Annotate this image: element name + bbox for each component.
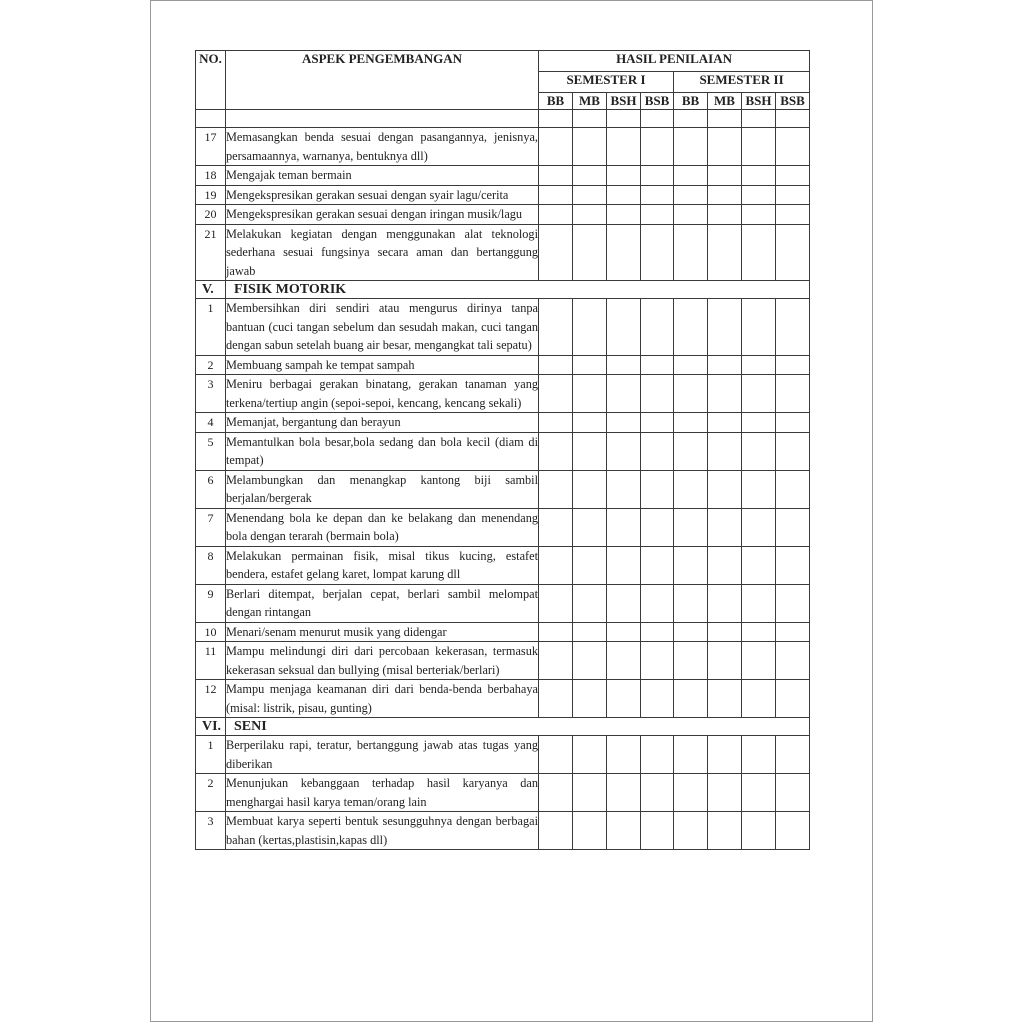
score-cell-mb-sem2 [708, 774, 742, 812]
score-cell-bb-sem1 [539, 224, 573, 281]
item-number: 17 [196, 128, 226, 166]
score-cell-mb-sem1 [573, 185, 607, 205]
score-cell-bb-sem1 [539, 299, 573, 356]
score-cell-bsh-sem2 [742, 642, 776, 680]
score-cell-bsb-sem2 [776, 736, 810, 774]
score-cell-bb-sem1 [539, 680, 573, 718]
score-cell-bb-sem1 [539, 375, 573, 413]
item-number: 19 [196, 185, 226, 205]
score-cell-bsh-sem2 [742, 470, 776, 508]
score-cell-bb-sem1 [539, 584, 573, 622]
item-number: 21 [196, 224, 226, 281]
score-cell-bb-sem1 [539, 736, 573, 774]
score-cell-bsb-sem1 [641, 413, 674, 433]
item-description: Mengajak teman bermain [226, 166, 539, 186]
score-cell-bsh-sem2 [742, 205, 776, 225]
item-description: Melakukan permainan fisik, misal tikus kucing, estafet bendera, estafet gelang karet, lompat karung dll [226, 546, 539, 584]
item-number: 12 [196, 680, 226, 718]
score-cell-bsh-sem1 [607, 299, 641, 356]
score-cell-bsb-sem2 [776, 584, 810, 622]
score-cell-bsb-sem2 [776, 185, 810, 205]
score-cell-bsh-sem2 [742, 584, 776, 622]
score-cell-bb-sem1 [539, 413, 573, 433]
score-cell-mb-sem1 [573, 736, 607, 774]
item-number: 3 [196, 375, 226, 413]
assessment-table [195, 50, 810, 850]
score-cell-mb-sem2 [708, 584, 742, 622]
score-cell-mb-sem1 [573, 205, 607, 225]
score-cell-mb-sem1 [573, 546, 607, 584]
item-description: Menari/senam menurut musik yang didengar [226, 622, 539, 642]
score-cell-mb-sem2 [708, 375, 742, 413]
score-cell-mb-sem2 [708, 736, 742, 774]
table-row [196, 622, 810, 642]
score-cell-bsh-sem2 [742, 413, 776, 433]
item-description: Membersihkan diri sendiri atau mengurus dirinya tanpa bantuan (cuci tangan sebelum dan sesudah makan, cuci tangan dengan sabun setelah buang air besar, mengangkat tali sepatu) [226, 299, 539, 356]
table-row [196, 812, 810, 850]
score-cell-bb-sem2 [674, 299, 708, 356]
score-cell-bsb-sem2 [776, 375, 810, 413]
item-description: Melakukan kegiatan dengan menggunakan alat teknologi sederhana sesuai fungsinya secara aman dan bertanggung jawab [226, 224, 539, 281]
item-number: 20 [196, 205, 226, 225]
score-cell-bb-sem2 [674, 166, 708, 186]
item-number: 1 [196, 299, 226, 356]
score-cell-bsb-sem2 [776, 774, 810, 812]
score-cell-mb-sem2 [708, 622, 742, 642]
item-number: 11 [196, 642, 226, 680]
score-cell-bsb-sem1 [641, 680, 674, 718]
table-row [196, 128, 810, 166]
score-cell-bsb-sem2 [776, 355, 810, 375]
table-row [196, 546, 810, 584]
item-description: Menunjukan kebanggaan terhadap hasil karyanya dan menghargai hasil karya teman/orang lain [226, 774, 539, 812]
score-cell-bb-sem2 [674, 128, 708, 166]
score-cell-bsh-sem1 [607, 584, 641, 622]
item-description: Berlari ditempat, berjalan cepat, berlari sambil melompat dengan rintangan [226, 584, 539, 622]
item-description: Berperilaku rapi, teratur, bertanggung jawab atas tugas yang diberikan [226, 736, 539, 774]
score-cell-bsh-sem2 [742, 736, 776, 774]
score-cell-bb-sem1 [539, 812, 573, 850]
score-cell-bb-sem1 [539, 470, 573, 508]
score-cell-bsh-sem2 [742, 355, 776, 375]
section-header-row [196, 718, 810, 736]
score-cell-bsh-sem1 [607, 355, 641, 375]
score-cell-bb-sem2 [674, 205, 708, 225]
score-cell-bsb-sem1 [641, 432, 674, 470]
item-description: Memanjat, bergantung dan berayun [226, 413, 539, 433]
score-cell-bb-sem2 [674, 812, 708, 850]
score-cell-bb-sem1 [539, 546, 573, 584]
score-cell-bsb-sem2 [776, 413, 810, 433]
table-row [196, 375, 810, 413]
item-description: Membuang sampah ke tempat sampah [226, 355, 539, 375]
score-cell-bsb-sem1 [641, 166, 674, 186]
score-cell-bsh-sem2 [742, 166, 776, 186]
score-cell-bsh-sem1 [607, 375, 641, 413]
score-cell-mb-sem1 [573, 375, 607, 413]
score-cell-bb-sem2 [674, 432, 708, 470]
score-cell-mb-sem2 [708, 355, 742, 375]
table-row [196, 508, 810, 546]
item-number: 8 [196, 546, 226, 584]
table-row [196, 736, 810, 774]
item-description: Mampu menjaga keamanan diri dari benda-benda berbahaya (misal: listrik, pisau, gunting) [226, 680, 539, 718]
score-cell-bsh-sem1 [607, 812, 641, 850]
item-description: Melambungkan dan menangkap kantong biji sambil berjalan/bergerak [226, 470, 539, 508]
header-col-bsh-sem2: BSH [742, 93, 776, 110]
score-cell-mb-sem2 [708, 680, 742, 718]
score-cell-bb-sem2 [674, 355, 708, 375]
score-cell-mb-sem2 [708, 166, 742, 186]
score-cell-mb-sem2 [708, 128, 742, 166]
score-cell-bb-sem1 [539, 774, 573, 812]
header-col-bsh-sem1: BSH [607, 93, 641, 110]
score-cell-bsb-sem1 [641, 355, 674, 375]
table-row [196, 432, 810, 470]
score-cell-bb-sem1 [539, 432, 573, 470]
score-cell-mb-sem1 [573, 774, 607, 812]
header-aspek: ASPEK PENGEMBANGAN [226, 51, 539, 110]
score-cell-bsb-sem2 [776, 622, 810, 642]
score-cell-bsh-sem2 [742, 224, 776, 281]
item-description: Memantulkan bola besar,bola sedang dan bola kecil (diam di tempat) [226, 432, 539, 470]
table-row [196, 642, 810, 680]
score-cell-bsb-sem2 [776, 508, 810, 546]
score-cell-bsh-sem2 [742, 546, 776, 584]
score-cell-mb-sem1 [573, 299, 607, 356]
score-cell-bsb-sem1 [641, 642, 674, 680]
score-cell-bsb-sem2 [776, 812, 810, 850]
score-cell-mb-sem2 [708, 812, 742, 850]
score-cell-bsb-sem2 [776, 299, 810, 356]
score-cell-bsb-sem1 [641, 584, 674, 622]
header-col-bsb-sem2: BSB [776, 93, 810, 110]
score-cell-bsh-sem1 [607, 680, 641, 718]
score-cell-mb-sem1 [573, 166, 607, 186]
section-header-row [196, 281, 810, 299]
score-cell-bsh-sem2 [742, 680, 776, 718]
score-cell-bb-sem1 [539, 205, 573, 225]
section-number: V. [196, 281, 226, 299]
score-cell-bsb-sem1 [641, 736, 674, 774]
item-description: Membuat karya seperti bentuk sesungguhnya dengan berbagai bahan (kertas,plastisin,kapas dll) [226, 812, 539, 850]
score-cell-bsb-sem1 [641, 774, 674, 812]
score-cell-bsb-sem1 [641, 128, 674, 166]
score-cell-bsh-sem1 [607, 205, 641, 225]
score-cell-mb-sem1 [573, 413, 607, 433]
score-cell-bsh-sem1 [607, 224, 641, 281]
score-cell-bb-sem1 [539, 128, 573, 166]
score-cell-bsb-sem2 [776, 205, 810, 225]
score-cell-bsb-sem1 [641, 205, 674, 225]
score-cell-mb-sem2 [708, 642, 742, 680]
item-number: 1 [196, 736, 226, 774]
score-cell-bsh-sem2 [742, 432, 776, 470]
item-description: Menendang bola ke depan dan ke belakang dan menendang bola dengan terarah (bermain bola) [226, 508, 539, 546]
table-row [196, 185, 810, 205]
score-cell-bsh-sem1 [607, 128, 641, 166]
item-description: Mengekspresikan gerakan sesuai dengan syair lagu/cerita [226, 185, 539, 205]
score-cell-bb-sem1 [539, 166, 573, 186]
score-cell-mb-sem1 [573, 470, 607, 508]
score-cell-bsh-sem1 [607, 413, 641, 433]
score-cell-mb-sem2 [708, 299, 742, 356]
score-cell-bsb-sem2 [776, 546, 810, 584]
score-cell-bb-sem1 [539, 642, 573, 680]
header-col-bb-sem1: BB [539, 93, 573, 110]
score-cell-mb-sem2 [708, 508, 742, 546]
score-cell-mb-sem1 [573, 812, 607, 850]
score-cell-bsb-sem1 [641, 185, 674, 205]
score-cell-bb-sem2 [674, 736, 708, 774]
score-cell-bsh-sem1 [607, 166, 641, 186]
score-cell-bb-sem2 [674, 642, 708, 680]
score-cell-bsb-sem2 [776, 680, 810, 718]
section-title: SENI [226, 718, 810, 736]
table-row [196, 470, 810, 508]
score-cell-bb-sem1 [539, 508, 573, 546]
score-cell-mb-sem1 [573, 622, 607, 642]
score-cell-bb-sem2 [674, 680, 708, 718]
score-cell-mb-sem2 [708, 224, 742, 281]
header-no: NO. [196, 51, 226, 110]
header-hasil-penilaian: HASIL PENILAIAN [539, 51, 810, 72]
score-cell-bsh-sem2 [742, 508, 776, 546]
score-cell-bsh-sem1 [607, 508, 641, 546]
header-semester-1: SEMESTER I [539, 72, 674, 93]
table-row [196, 299, 810, 356]
score-cell-bb-sem2 [674, 470, 708, 508]
item-description: Meniru berbagai gerakan binatang, gerakan tanaman yang terkena/tertiup angin (sepoi-sepoi, kencang, kencang sekali) [226, 375, 539, 413]
score-cell-bsh-sem1 [607, 642, 641, 680]
score-cell-bsh-sem1 [607, 432, 641, 470]
spacer-row [196, 110, 810, 128]
header-semester-2: SEMESTER II [674, 72, 810, 93]
score-cell-mb-sem2 [708, 185, 742, 205]
score-cell-bsh-sem2 [742, 812, 776, 850]
score-cell-bsh-sem2 [742, 622, 776, 642]
header-col-bb-sem2: BB [674, 93, 708, 110]
score-cell-bb-sem2 [674, 224, 708, 281]
item-number: 10 [196, 622, 226, 642]
score-cell-bb-sem1 [539, 622, 573, 642]
section-number: VI. [196, 718, 226, 736]
score-cell-bb-sem1 [539, 355, 573, 375]
score-cell-bsb-sem1 [641, 224, 674, 281]
score-cell-bb-sem2 [674, 774, 708, 812]
score-cell-bsh-sem2 [742, 185, 776, 205]
table-row [196, 224, 810, 281]
score-cell-bsb-sem2 [776, 128, 810, 166]
score-cell-mb-sem2 [708, 470, 742, 508]
score-cell-mb-sem1 [573, 508, 607, 546]
item-description: Mengekspresikan gerakan sesuai dengan iringan musik/lagu [226, 205, 539, 225]
score-cell-bsb-sem1 [641, 375, 674, 413]
score-cell-mb-sem2 [708, 546, 742, 584]
score-cell-mb-sem2 [708, 413, 742, 433]
score-cell-bb-sem2 [674, 185, 708, 205]
score-cell-mb-sem1 [573, 584, 607, 622]
score-cell-bb-sem2 [674, 584, 708, 622]
score-cell-mb-sem1 [573, 680, 607, 718]
score-cell-bsh-sem2 [742, 774, 776, 812]
table-row [196, 774, 810, 812]
score-cell-bsb-sem2 [776, 432, 810, 470]
score-cell-bsh-sem2 [742, 375, 776, 413]
section-title: FISIK MOTORIK [226, 281, 810, 299]
item-number: 4 [196, 413, 226, 433]
table-row [196, 584, 810, 622]
score-cell-mb-sem2 [708, 205, 742, 225]
score-cell-mb-sem1 [573, 355, 607, 375]
score-cell-bsh-sem1 [607, 736, 641, 774]
score-cell-bsb-sem2 [776, 224, 810, 281]
score-cell-bb-sem2 [674, 413, 708, 433]
score-cell-bsh-sem1 [607, 546, 641, 584]
score-cell-bsh-sem2 [742, 299, 776, 356]
score-cell-bsh-sem1 [607, 774, 641, 812]
score-cell-bsb-sem1 [641, 508, 674, 546]
item-number: 18 [196, 166, 226, 186]
header-col-mb-sem1: MB [573, 93, 607, 110]
item-description: Memasangkan benda sesuai dengan pasangannya, jenisnya, persamaannya, warnanya, bentuknya dll) [226, 128, 539, 166]
item-description: Mampu melindungi diri dari percobaan kekerasan, termasuk kekerasan seksual dan bullying (misal berteriak/berlari) [226, 642, 539, 680]
header-col-bsb-sem1: BSB [641, 93, 674, 110]
table-row [196, 413, 810, 433]
header-col-mb-sem2: MB [708, 93, 742, 110]
score-cell-bsh-sem1 [607, 470, 641, 508]
score-cell-bsb-sem2 [776, 470, 810, 508]
score-cell-bb-sem2 [674, 508, 708, 546]
score-cell-bsb-sem1 [641, 812, 674, 850]
item-number: 6 [196, 470, 226, 508]
table-row [196, 205, 810, 225]
score-cell-bb-sem2 [674, 375, 708, 413]
table-row [196, 680, 810, 718]
table-row [196, 166, 810, 186]
score-cell-bsb-sem2 [776, 166, 810, 186]
score-cell-bsb-sem1 [641, 622, 674, 642]
item-number: 7 [196, 508, 226, 546]
score-cell-bsh-sem2 [742, 128, 776, 166]
score-cell-bsb-sem1 [641, 470, 674, 508]
score-cell-mb-sem1 [573, 224, 607, 281]
score-cell-bsh-sem1 [607, 622, 641, 642]
score-cell-bb-sem2 [674, 546, 708, 584]
score-cell-bsb-sem2 [776, 642, 810, 680]
item-number: 2 [196, 774, 226, 812]
item-number: 2 [196, 355, 226, 375]
score-cell-bb-sem1 [539, 185, 573, 205]
item-number: 5 [196, 432, 226, 470]
table-row [196, 355, 810, 375]
item-number: 3 [196, 812, 226, 850]
score-cell-mb-sem1 [573, 128, 607, 166]
score-cell-bsb-sem1 [641, 299, 674, 356]
score-cell-bb-sem2 [674, 622, 708, 642]
score-cell-bsh-sem1 [607, 185, 641, 205]
score-cell-mb-sem1 [573, 642, 607, 680]
score-cell-mb-sem2 [708, 432, 742, 470]
score-cell-mb-sem1 [573, 432, 607, 470]
item-number: 9 [196, 584, 226, 622]
score-cell-bsb-sem1 [641, 546, 674, 584]
